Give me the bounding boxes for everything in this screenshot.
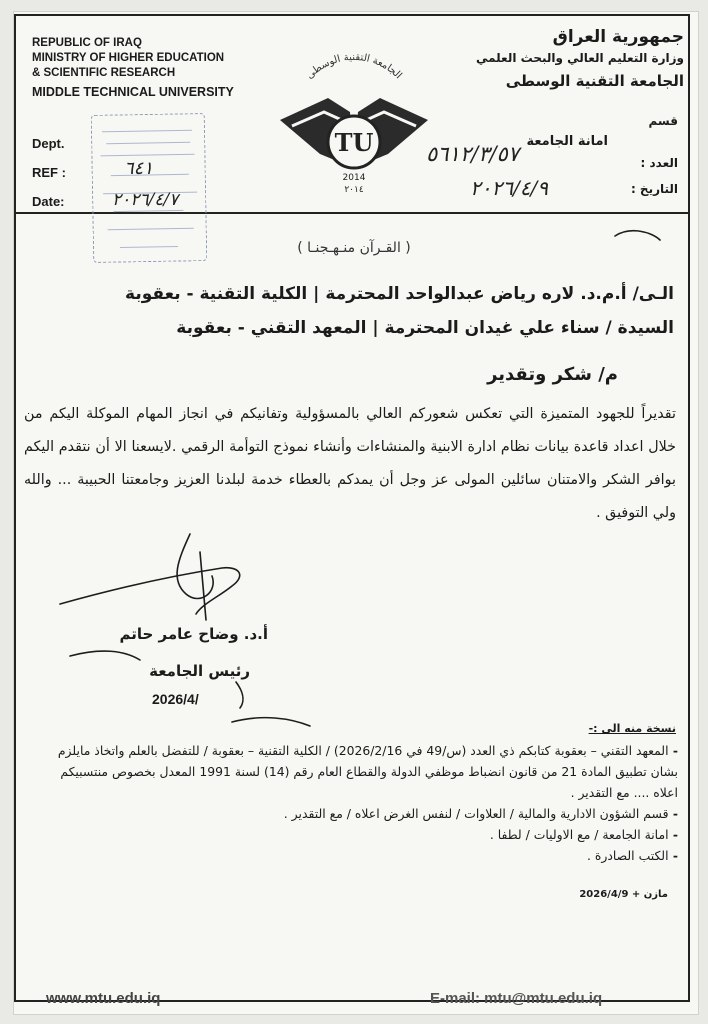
typist-note: مازن + 2026/4/9 [579,889,668,900]
logo-year-en: 2014 [342,173,366,183]
dept-label-ar: قسم [648,114,678,128]
copies-item: - امانة الجامعة / مع الاوليات / لطفا . [489,827,678,842]
copies-item: - قسم الشؤون الادارية والمالية / العلاوات / لنفس الغرض اعلاه / مع التقدير . [283,806,678,821]
arabic-letterhead [434,26,684,94]
letter-body-paragraph: تقديراً للجهود المتميزة التي تعكس شعوركم العالي بالمسؤولية وتفانيكم في انجاز المهام الموكلة اليكم من خلال اعداد قاعدة بيانات نظام ادارة الابنية والمنشاءات وأنشاء نموذج التوأمة الرقمي .لايسعنا الا أن نتقدم اليكم بوافر الشكر والامتنان سائلين المولى عز وجل أن يمدكم بالعطاء خدمة لبلدنا العزيز وجامعتنا الحبيبة ... والله ولي التوفيق . [24,406,676,521]
svg-text:الجامعة التقنية الوسطى [304,52,403,81]
logo-year-ar: ٢٠١٤ [344,185,364,195]
number-value-handwritten: ٥٦١٢/٣/٥٧ [426,142,520,166]
date-label-ar: التاريخ : [630,182,678,196]
bullet-icon: - [668,743,678,758]
footer-email: E-mail: mtu@mtu.edu.iq [430,990,603,1007]
recipient-2-name: السيدة / سناء علي غيدان المحترمة [384,318,674,338]
recipient-line-2 [176,318,674,338]
bullet-icon: - [668,848,678,863]
ref-label-en: REF : [32,165,66,180]
footer-website: www.mtu.edu.iq [46,990,161,1007]
date-handwritten: ٢٠٢٦/٤/٧ [112,190,179,210]
signature-date: 2026/4/ [152,691,199,707]
recipient-divider: | [307,284,320,304]
recipient-divider: | [366,318,379,338]
country-name-ar: جمهورية العراق [552,27,684,47]
number-label-ar: العدد : [640,156,678,170]
ministry-name-en: MINISTRY OF HIGHER EDUCATION [32,52,225,64]
recipient-line-1 [125,284,674,304]
university-name-en: MIDDLE TECHNICAL UNIVERSITY [32,85,234,99]
copies-heading: نسخة منه الى :- [588,722,676,735]
signer-name: أ.د. وضاح عامر حاتم [119,625,268,643]
motto: ( القـرآن منـهـجنـا ) [297,240,411,256]
ref-number-handwritten: ٦٤١ [124,158,154,179]
logo-monogram: TU [334,128,374,157]
date-label-en: Date: [32,194,65,209]
signer-title: رئيس الجامعة [149,662,250,680]
country-name-en: REPUBLIC OF IRAQ [32,37,142,49]
logo-arc-text: الجامعة التقنية الوسطى [304,51,404,82]
university-logo [272,50,436,200]
ministry-name-en-cont: & SCIENTIFIC RESEARCH [32,67,176,79]
dept-value-ar: امانة الجامعة [526,134,608,149]
bullet-icon: - [668,806,678,821]
copies-item: - المعهد التقني – بعقوبة كتابكم ذي العدد (س/49 في 2026/2/16) / الكلية التقنية – بعقوبة / للتفضل بالعلم واتخاذ مايلزم بشان تطبيق المادة 21 من قانون انضباط موظفي الدولة والقطاع العام رقم (14) لسنة 1991 المعدل بخصوص منتسبيكم اعلاه .... مع التقدير . [57,743,678,800]
copies-list [38,740,678,866]
to-prefix: الـى/ [632,284,674,304]
university-name-ar: الجامعة التقنية الوسطى [505,72,684,90]
date-value-handwritten: ٢٠٢٦/٤/٩ [470,176,548,200]
letter-subject: م/ شكر وتقدير [487,364,618,385]
bullet-icon: - [668,827,678,842]
copies-item: - الكتب الصادرة . [587,848,678,863]
recipient-1-name: أ.م.د. لاره رياض عبدالواحد المحترمة [325,284,627,304]
ministry-name-ar: وزارة التعليم العالي والبحث العلمي [475,51,684,65]
recipient-1-org: الكلية التقنية - بعقوبة [125,284,308,304]
dept-label-en: Dept. [32,136,65,151]
recipient-2-org: المعهد التقني - بعقوبة [176,318,367,338]
english-letterhead [32,36,242,100]
